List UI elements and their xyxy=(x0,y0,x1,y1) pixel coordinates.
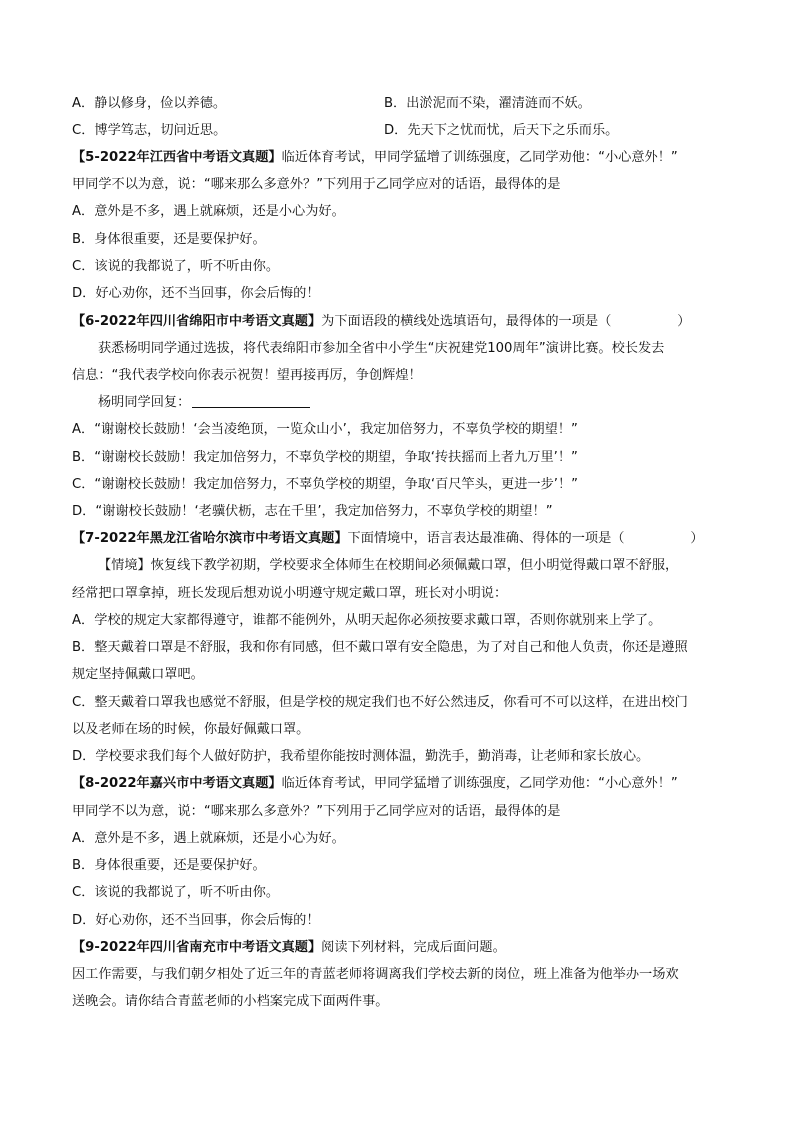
q9-stem-text: 阅读下列材料，完成后面问题。 xyxy=(321,940,506,955)
q4-option-a: A．静以修身，俭以养德。 xyxy=(72,96,227,111)
q8-stem xyxy=(72,774,732,794)
q6-passage-line1: 获悉杨明同学通过选拔，将代表绵阳市参加全省中小学生“庆祝建党100周年”演讲比赛。校长发去 xyxy=(98,341,665,356)
q8-option-d: D．好心劝你，还不当回事，你会后悔的！ xyxy=(72,913,320,928)
q7-option-c-line1: C．整天戴着口罩我也感觉不舒服，但是学校的规定我们也不好公然违反，你看可不可以这样，在进出校门 xyxy=(72,695,688,710)
q6-source-tag: 【6-2022年四川省绵阳市中考语文真题】 xyxy=(72,314,322,329)
q5-option-a: A．意外是不多，遇上就麻烦，还是小心为好。 xyxy=(72,204,345,219)
q5-option-d: D．好心劝你，还不当回事，你会后悔的！ xyxy=(72,286,320,301)
q5-stem-line1: 临近体育考试，甲同学猛增了训练强度，乙同学劝他：“小心意外！” xyxy=(281,150,678,165)
q4-option-b: B．出淤泥而不染，濯清涟而不妖。 xyxy=(384,96,591,111)
q7-situation-line2: 经常把口罩拿掉，班长发现后想劝说小明遵守规定戴口罩，班长对小明说： xyxy=(72,586,508,601)
q7-option-c-line2: 以及老师在场的时候，你最好佩戴口罩。 xyxy=(72,722,310,737)
q7-stem xyxy=(72,529,732,549)
q8-option-c: C．该说的我都说了，听不听由你。 xyxy=(72,885,280,900)
q5-option-b: B．身体很重要，还是要保护好。 xyxy=(72,232,266,247)
q5-source-tag: 【5-2022年江西省中考语文真题】 xyxy=(72,150,282,165)
q6-stem-text: 为下面语段的横线处选填语句，最得体的一项是（ ） xyxy=(321,314,691,329)
q8-stem-line1: 临近体育考试，甲同学猛增了训练强度，乙同学劝他：“小心意外！” xyxy=(281,776,678,791)
q4-option-row-1 xyxy=(72,94,732,114)
q9-stem xyxy=(72,938,732,958)
q5-stem xyxy=(72,148,732,168)
q6-answer-blank xyxy=(192,393,310,408)
q7-option-b-line1: B．整天戴着口罩是不舒服，我和你有同感，但不戴口罩有安全隐患，为了对自己和他人负责，你还是遵照 xyxy=(72,640,688,655)
q7-option-b-line2: 规定坚持佩戴口罩吧。 xyxy=(72,667,204,682)
q9-material-line2: 送晚会。请你结合青蓝老师的小档案完成下面两件事。 xyxy=(72,994,389,1009)
q7-source-tag: 【7-2022年黑龙江省哈尔滨市中考语文真题】 xyxy=(72,531,348,546)
q9-material-line1: 因工作需要，与我们朝夕相处了近三年的青蓝老师将调离我们学校去新的岗位，班上准备为他举办一场欢 xyxy=(72,967,679,982)
q4-option-d: D．先天下之忧而忧，后天下之乐而乐。 xyxy=(384,123,619,138)
q6-stem xyxy=(72,312,732,332)
q7-situation-line1: 【情境】恢复线下教学初期，学校要求全体师生在校期间必须佩戴口罩，但小明觉得戴口罩不舒服， xyxy=(98,558,679,573)
q4-option-row-2 xyxy=(72,121,732,141)
q9-source-tag: 【9-2022年四川省南充市中考语文真题】 xyxy=(72,940,322,955)
q8-option-a: A．意外是不多，遇上就麻烦，还是小心为好。 xyxy=(72,831,345,846)
q5-option-c: C．该说的我都说了，听不听由你。 xyxy=(72,259,280,274)
q8-source-tag: 【8-2022年嘉兴市中考语文真题】 xyxy=(72,776,282,791)
q7-stem-text: 下面情境中，语言表达最准确、得体的一项是（ ） xyxy=(347,531,704,546)
q6-reply-label: 杨明同学回复： xyxy=(98,395,191,410)
q6-option-a: A．“谢谢校长鼓励！‘会当凌绝顶，一览众山小’，我定加倍努力，不辜负学校的期望！” xyxy=(72,422,578,437)
q4-option-c: C．博学笃志，切问近思。 xyxy=(72,123,227,138)
q6-option-d: D．“谢谢校长鼓励！‘老骥伏枥，志在千里’，我定加倍努力，不辜负学校的期望！” xyxy=(72,504,553,519)
q7-option-d: D．学校要求我们每个人做好防护，我希望你能按时测体温，勤洗手，勤消毒，让老师和家长放心。 xyxy=(72,749,650,764)
q6-passage-line2: 信息：“我代表学校向你表示祝贺！望再接再厉，争创辉煌！ xyxy=(72,368,422,383)
q7-option-a: A．学校的规定大家都得遵守，谁都不能例外，从明天起你必须按要求戴口罩，否则你就别来上学了。 xyxy=(72,613,662,628)
q5-stem-line2: 甲同学不以为意，说：“哪来那么多意外？”下列用于乙同学应对的话语，最得体的是 xyxy=(72,177,561,192)
q8-option-b: B．身体很重要，还是要保护好。 xyxy=(72,858,266,873)
q6-option-c: C．“谢谢校长鼓励！我定加倍努力，不辜负学校的期望，争取‘百尺竿头，更进一步’！” xyxy=(72,477,579,492)
q6-option-b: B．“谢谢校长鼓励！我定加倍努力，不辜负学校的期望，争取‘抟扶摇而上者九万里’！” xyxy=(72,450,578,465)
q6-reply xyxy=(98,393,758,413)
q8-stem-line2: 甲同学不以为意，说：“哪来那么多意外？”下列用于乙同学应对的话语，最得体的是 xyxy=(72,804,561,819)
